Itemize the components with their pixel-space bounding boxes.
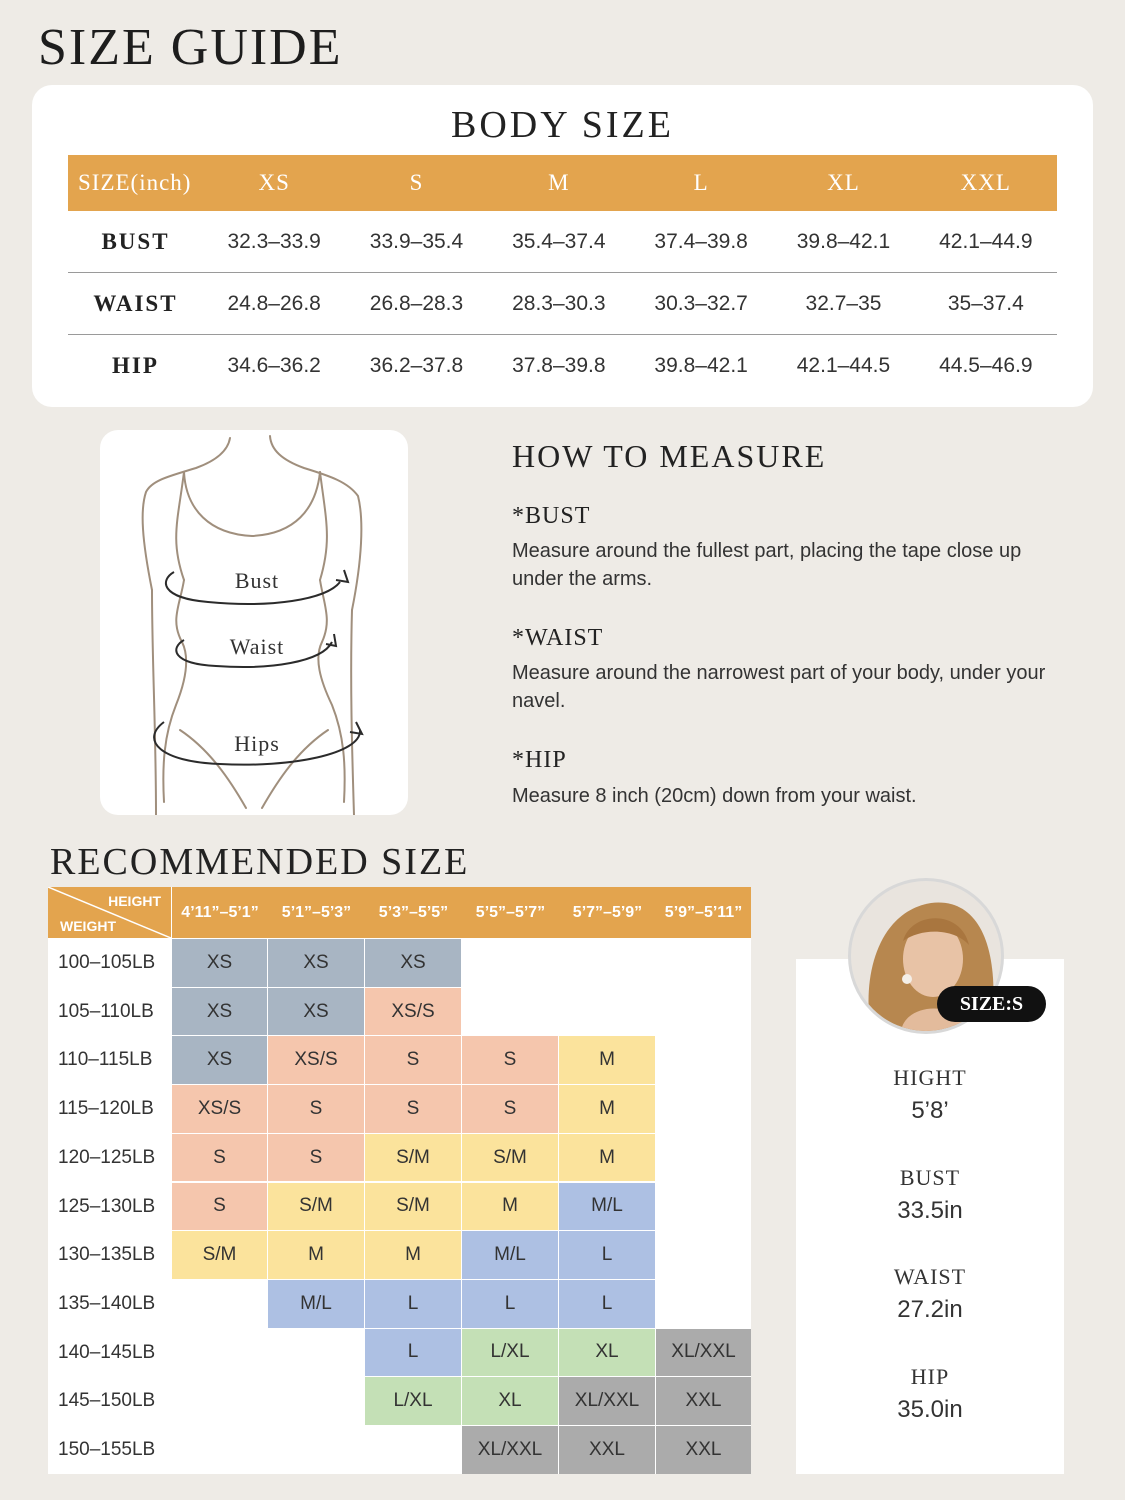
measure-hip-heading: *HIP <box>512 747 567 773</box>
recommended-size-grid <box>48 887 751 1474</box>
model-height-value: 5’8’ <box>911 1097 949 1124</box>
header-size-unit: SIZE(inch) <box>68 155 203 211</box>
header-xl: XL <box>772 155 914 211</box>
weight-label: 130–135LB <box>58 1244 156 1266</box>
size-cell: XL <box>559 1329 655 1377</box>
corner-weight-label: WEIGHT <box>60 918 116 934</box>
size-cell: XL/XXL <box>559 1377 655 1425</box>
table-row-bust <box>68 211 1057 273</box>
table-cell: 39.8–42.1 <box>654 353 748 377</box>
model-bust-label: BUST <box>899 1165 961 1190</box>
size-cell: M <box>559 1134 655 1182</box>
header-m: M <box>488 155 630 211</box>
size-cell: M/L <box>559 1183 655 1231</box>
grid-corner-header <box>48 887 171 938</box>
table-cell: 35–37.4 <box>915 273 1057 335</box>
measure-bust-text: Measure around the fullest part, placing the tape close up under the arms. <box>512 540 1022 590</box>
how-to-measure-title: HOW TO MEASURE <box>512 438 827 474</box>
header-l: L <box>630 155 772 211</box>
size-cell: S/M <box>172 1231 267 1279</box>
weight-label: 150–155LB <box>58 1439 156 1460</box>
corner-height-label: HEIGHT <box>108 893 161 909</box>
table-cell: 33.9–35.4 <box>345 211 487 273</box>
table-cell: 32.3–33.9 <box>203 211 345 273</box>
model-height-label: HIGHT <box>893 1065 967 1090</box>
size-cell: S <box>462 1036 558 1084</box>
height-header: 4’11”–5’1” <box>172 887 268 938</box>
measure-waist-text: Measure around the narrowest part of your body, under your navel. <box>512 662 1046 712</box>
table-cell: 24.8–26.8 <box>203 273 345 335</box>
size-cell: L <box>365 1280 461 1328</box>
table-cell: 37.4–39.8 <box>630 211 772 273</box>
table-row-hip <box>68 335 1057 397</box>
table-cell: 30.3–32.7 <box>630 273 772 335</box>
size-cell: L <box>559 1231 655 1279</box>
size-cell: M <box>268 1231 364 1279</box>
body-size-table <box>68 155 1057 396</box>
size-cell: S <box>268 1085 364 1133</box>
size-cell: S/M <box>462 1134 558 1182</box>
size-cell: S/M <box>365 1134 461 1182</box>
size-cell: M <box>559 1085 655 1133</box>
size-cell: M <box>462 1183 558 1231</box>
table-cell: 28.3–30.3 <box>488 273 630 335</box>
size-cell: L/XL <box>462 1329 558 1377</box>
weight-label: 120–125LB <box>58 1146 156 1168</box>
size-cell: S <box>462 1085 558 1133</box>
size-cell: M <box>559 1036 655 1084</box>
size-cell: XS/S <box>172 1085 267 1133</box>
size-cell: XS <box>268 988 364 1036</box>
table-row-waist <box>68 273 1057 335</box>
size-cell: L <box>365 1329 461 1377</box>
measure-bust-heading: *BUST <box>512 503 591 529</box>
size-cell: XS <box>172 988 267 1036</box>
weight-label: 100–105LB <box>58 952 156 973</box>
table-cell: 26.8–28.3 <box>345 273 487 335</box>
height-header: 5’1”–5’3” <box>268 887 365 938</box>
measure-hip-text: Measure 8 inch (20cm) down from your waist. <box>512 785 917 807</box>
size-cell: XXL <box>559 1426 655 1474</box>
recommended-size-title: RECOMMENDED SIZE <box>50 841 470 883</box>
size-cell: S/M <box>365 1183 461 1231</box>
model-hip-label: HIP <box>910 1364 950 1389</box>
size-cell: XXL <box>656 1426 751 1474</box>
size-cell: XS <box>268 939 364 987</box>
size-cell: XS <box>365 939 461 987</box>
weight-label: 105–110LB <box>58 1000 154 1022</box>
size-cell: S <box>268 1134 364 1182</box>
size-cell: XS/S <box>365 988 461 1036</box>
table-cell: 44.5–46.9 <box>939 353 1033 377</box>
size-cell: S/M <box>268 1183 364 1231</box>
height-header: 5’5”–5’7” <box>462 887 559 938</box>
measure-waist-heading: *WAIST <box>512 625 604 651</box>
size-cell: XS <box>172 939 267 987</box>
body-size-title: BODY SIZE <box>451 104 674 146</box>
table-cell: 34.6–36.2 <box>227 353 321 377</box>
size-badge <box>937 986 1046 1022</box>
size-cell: M/L <box>268 1280 364 1328</box>
size-badge-label: SIZE:S <box>959 992 1024 1015</box>
header-xxl: XXL <box>915 155 1057 211</box>
table-cell: 32.7–35 <box>772 273 914 335</box>
body-size-card <box>32 85 1093 407</box>
weight-label: 115–120LB <box>58 1098 154 1120</box>
body-figure-card <box>100 430 408 815</box>
model-waist-label: WAIST <box>893 1264 967 1289</box>
weight-label: 145–150LB <box>58 1390 156 1412</box>
size-cell: S <box>365 1085 461 1133</box>
table-cell: 36.2–37.8 <box>369 353 464 377</box>
size-cell: L <box>559 1280 655 1328</box>
header-s: S <box>345 155 487 211</box>
size-cell: M <box>365 1231 461 1279</box>
size-cell: XL <box>462 1377 558 1425</box>
height-header: 5’3”–5’5” <box>365 887 462 938</box>
size-cell: S <box>172 1134 267 1182</box>
body-outline-illustration <box>100 430 408 815</box>
bust-label: Bust <box>234 568 280 593</box>
page-title: SIZE GUIDE <box>38 19 343 76</box>
size-cell: XS <box>172 1036 267 1084</box>
size-cell: XL/XXL <box>656 1329 751 1377</box>
weight-label: 135–140LB <box>58 1292 156 1314</box>
header-xs: XS <box>203 155 345 211</box>
height-header: 5’7”–5’9” <box>559 887 656 938</box>
size-cell: S <box>365 1036 461 1084</box>
size-cell: L/XL <box>365 1377 461 1425</box>
height-header: 5’9”–5’11” <box>656 887 751 938</box>
size-cell: S <box>172 1183 267 1231</box>
hips-label: Hips <box>234 731 280 756</box>
table-cell: 35.4–37.4 <box>488 211 630 273</box>
table-cell: 42.1–44.5 <box>796 353 891 377</box>
table-cell: 42.1–44.9 <box>915 211 1057 273</box>
row-label-waist: WAIST <box>68 273 203 335</box>
model-waist-value: 27.2in <box>897 1296 963 1323</box>
size-cell: M/L <box>462 1231 558 1279</box>
model-bust-value: 33.5in <box>897 1197 963 1224</box>
weight-label: 140–145LB <box>58 1341 156 1363</box>
row-label-bust: BUST <box>68 211 203 273</box>
size-cell: L <box>462 1280 558 1328</box>
table-cell: 39.8–42.1 <box>772 211 914 273</box>
table-cell: 37.8–39.8 <box>512 353 606 377</box>
model-info-card <box>796 959 1064 1474</box>
model-hip-value: 35.0in <box>897 1396 963 1423</box>
body-size-header-row <box>68 155 1057 211</box>
size-cell: XL/XXL <box>462 1426 558 1474</box>
weight-label: 125–130LB <box>58 1195 156 1217</box>
waist-label: Waist <box>229 634 285 659</box>
row-label-hip: HIP <box>112 352 159 378</box>
weight-label: 110–115LB <box>58 1049 153 1071</box>
size-cell: XS/S <box>268 1036 364 1084</box>
size-cell: XXL <box>656 1377 751 1425</box>
